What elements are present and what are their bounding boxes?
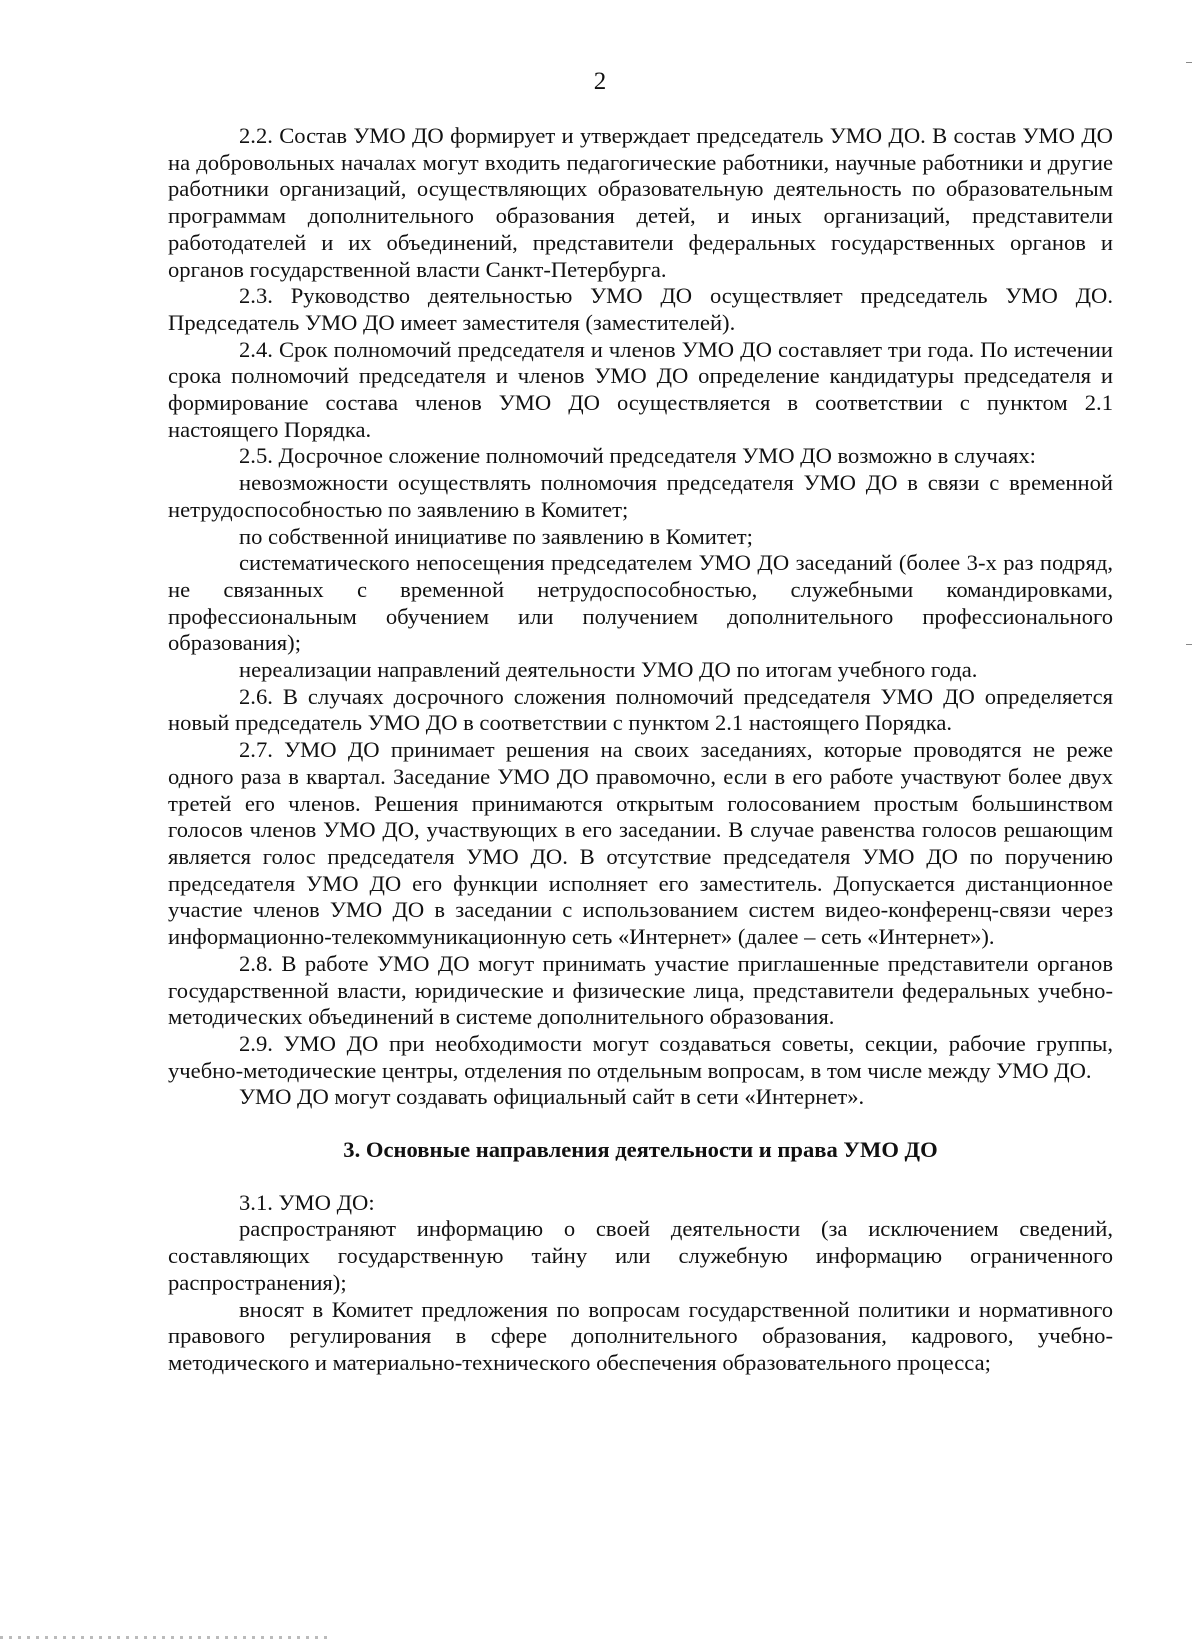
page-number: 2 — [593, 68, 607, 95]
scan-edge-mark — [1186, 62, 1192, 63]
paragraph-2-5: 2.5. Досрочное сложение полномочий председателя УМО ДО возможно в случаях: — [239, 443, 1036, 469]
list-item-incapacity: невозможности осуществлять полномочия председателя УМО ДО в связи с временной нетрудоспособностью по заявлению в Комитет; — [168, 470, 1113, 522]
list-item-submit-proposals: вносят в Комитет предложения по вопросам государственной политики и нормативного правового регулирования в сфере дополнительного образования, кадрового, учебно-методического и материально-технического обеспечения образовательного процесса; — [168, 1296, 1113, 1375]
paragraph-2-2: 2.2. Состав УМО ДО формирует и утверждает председатель УМО ДО. В состав УМО ДО на добровольных началах могут входить педагогические работники, научные работники и другие работники организаций, осуществляющих образовательную деятельность по образовательным программам дополнительного образования детей, и иных организаций, представители работодателей и их объединений, представители федеральных государственных органов и органов государственной власти Санкт-Петербурга. — [168, 123, 1113, 282]
scan-artifact — [0, 1636, 330, 1639]
list-item-own-initiative: по собственной инициативе по заявлению в Комитет; — [239, 523, 753, 549]
document-body — [168, 123, 1113, 1377]
paragraph-2-8: 2.8. В работе УМО ДО могут принимать участие приглашенные представители органов государственной власти, юридические и физические лица, представители федеральных учебно-методических объединений в системе дополнительного образования. — [168, 950, 1113, 1030]
paragraph-3-1: 3.1. УМО ДО: — [239, 1189, 375, 1215]
list-item-non-implementation: нереализации направлений деятельности УМО ДО по итогам учебного года. — [239, 657, 978, 683]
list-item-distribute-info: распространяют информацию о своей деятельности (за исключением сведений, составляющих государственную тайну или служебную информацию ограниченного распространения); — [168, 1216, 1113, 1295]
paragraph-2-4: 2.4. Срок полномочий председателя и членов УМО ДО составляет три года. По истечении срока полномочий председателя и членов УМО ДО определение кандидатуры председателя и формирование состава членов УМО ДО осуществляется в соответствии с пунктом 2.1 настоящего Порядка. — [168, 336, 1113, 442]
paragraph-2-3: 2.3. Руководство деятельностью УМО ДО осуществляет председатель УМО ДО. Председатель УМО ДО имеет заместителя (заместителей). — [168, 283, 1113, 335]
paragraph-website: УМО ДО могут создавать официальный сайт в сети «Интернет». — [239, 1084, 865, 1110]
paragraph-2-9: 2.9. УМО ДО при необходимости могут создаваться советы, секции, рабочие группы, учебно-методические центры, отделения по отдельным вопросам, в том числе между УМО ДО. — [168, 1030, 1113, 1083]
section-heading: 3. Основные направления деятельности и права УМО ДО — [343, 1137, 938, 1163]
paragraph-2-6: 2.6. В случаях досрочного сложения полномочий председателя УМО ДО определяется новый председатель УМО ДО в соответствии с пунктом 2.1 настоящего Порядка. — [168, 683, 1113, 736]
paragraph-2-7: 2.7. УМО ДО принимает решения на своих заседаниях, которые проводятся не реже одного раза в квартал. Заседание УМО ДО правомочно, если в его работе участвуют более двух третей его членов. Решения принимаются открытым голосованием простым большинством голосов членов УМО ДО, участвующих в его заседании. В случае равенства голосов решающим является голос председателя УМО ДО. В отсутствие председателя УМО ДО по поручению председателя УМО ДО его функции исполняет его заместитель. Допускается дистанционное участие членов УМО ДО в заседании с использованием систем видео-конференц-связи через информационно-телекоммуникационную сеть «Интернет» (далее – сеть «Интернет»). — [168, 737, 1113, 950]
scan-edge-mark — [1186, 644, 1192, 645]
list-item-non-attendance: систематического непосещения председателем УМО ДО заседаний (более 3-х раз подряд, не связанных с временной нетрудоспособностью, служебными командировками, профессиональным обучением или получением дополнительного профессионального образования); — [168, 550, 1113, 656]
